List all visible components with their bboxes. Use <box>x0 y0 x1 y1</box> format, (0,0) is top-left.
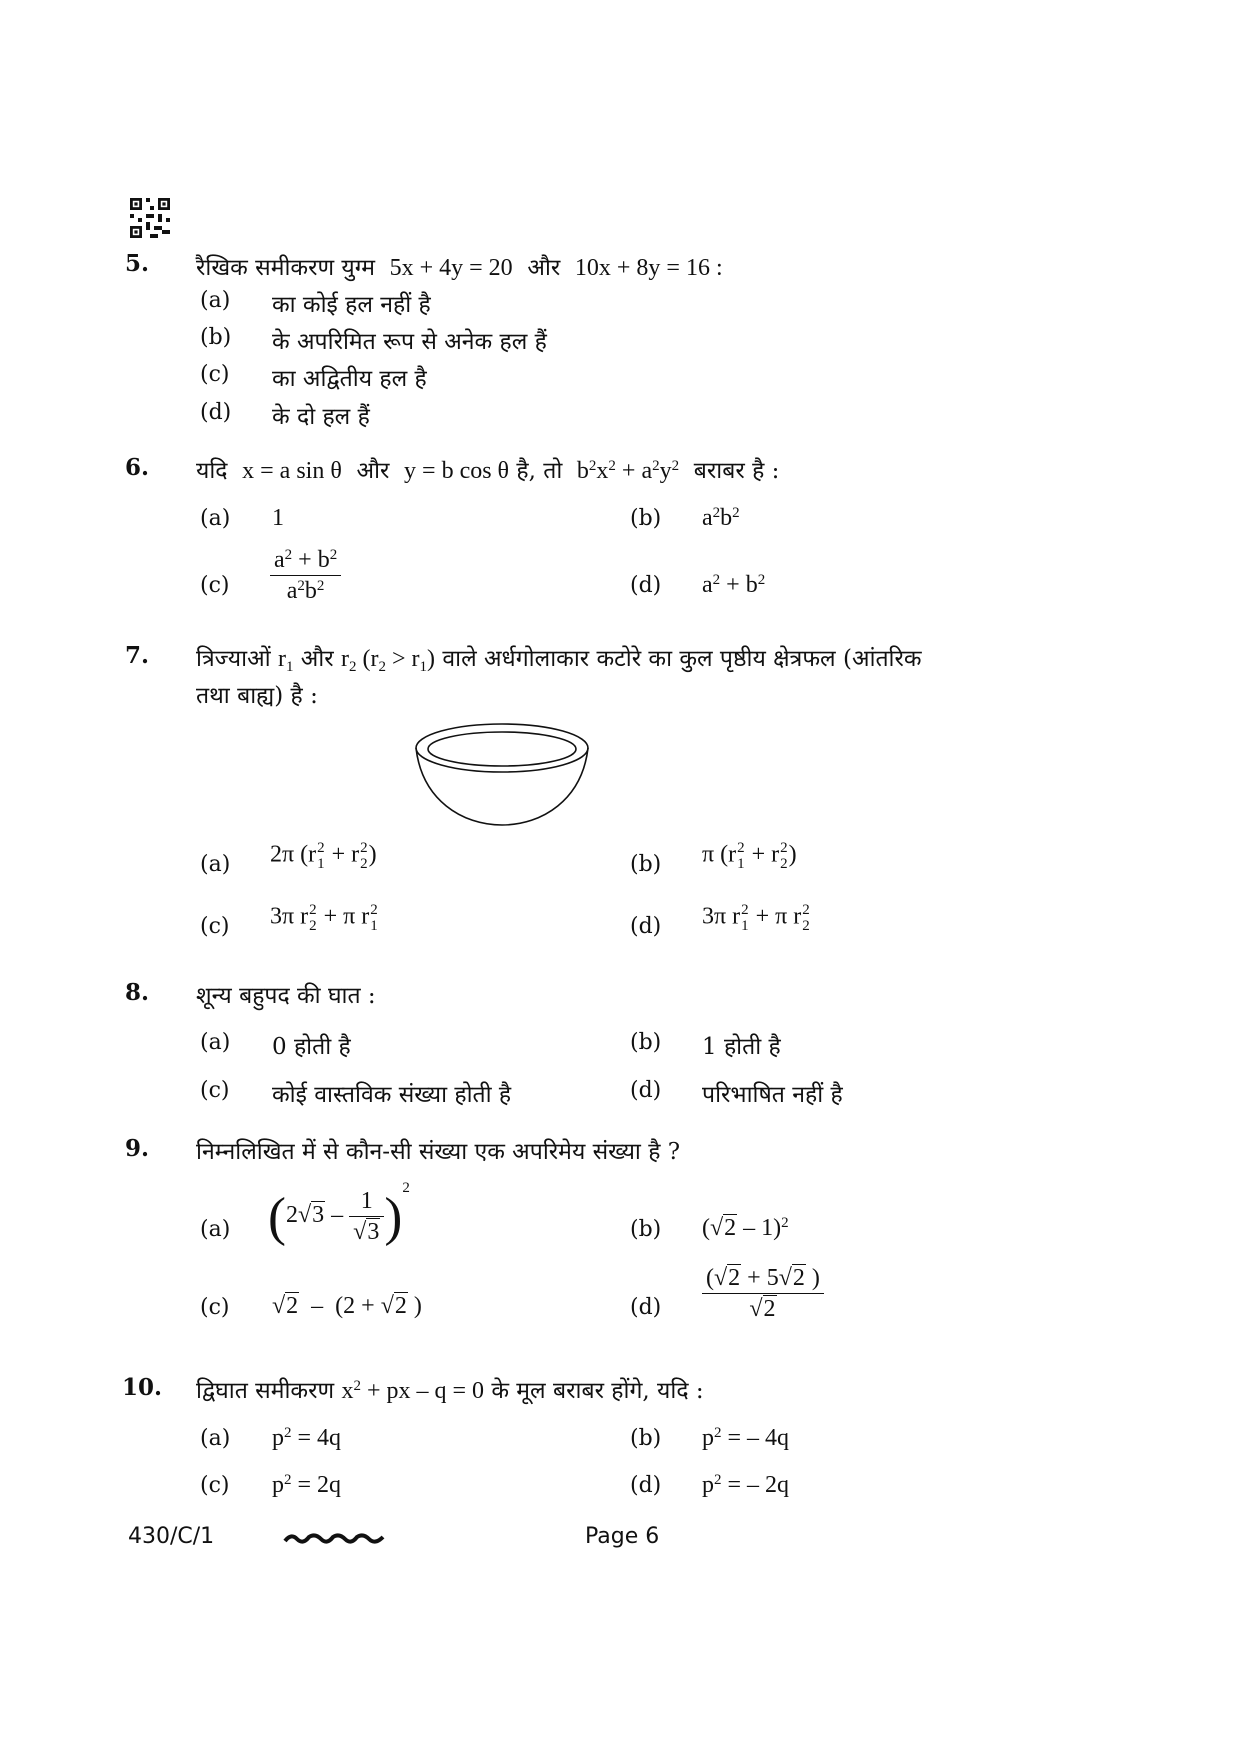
option-text: कोई वास्तविक संख्या होती है <box>272 1082 512 1108</box>
page-number: Page 6 <box>585 1524 660 1549</box>
option-text: $a^2b^2$ <box>702 505 740 531</box>
option-label: (a) <box>200 506 231 531</box>
option-text: $p^2$ = – 4q <box>702 1425 790 1451</box>
option-text: के अपरिमित रूप से अनेक हल हैं <box>272 329 547 355</box>
question-number: 5. <box>125 250 150 277</box>
option-text: (2√3 – $\frac{1}{√3}$ )$^2$ <box>268 1180 410 1247</box>
option-text: π (r 2 1 + r 2 2 ) <box>702 840 797 872</box>
option-text: 0 होती है <box>272 1034 351 1060</box>
option-label: (c) <box>200 1295 230 1320</box>
option-text: 3π r 2 1 + π r 2 2 <box>702 902 810 934</box>
option-text: (√2 – 1)$^2$ <box>702 1215 789 1241</box>
question-text: त्रिज्याओं $r_1$ और $r_2$ $(r_2 > r_1)$ वाले अर्धगोलाकार कटोरे का कुल पृष्ठीय क्षेत्रफल (आंतरिक <box>196 646 922 675</box>
question-number: 8. <box>125 979 150 1006</box>
question-number: 6. <box>125 454 150 481</box>
option-label: (d) <box>630 914 662 939</box>
option-text: परिभाषित नहीं है <box>702 1082 843 1108</box>
option-label: (b) <box>630 1217 662 1242</box>
question-number: 10. <box>122 1374 163 1401</box>
option-label: (d) <box>630 1295 662 1320</box>
option-label: (c) <box>200 573 230 598</box>
option-text: का कोई हल नहीं है <box>272 292 431 318</box>
option-label: (b) <box>200 325 232 350</box>
option-label: (c) <box>200 1473 230 1498</box>
option-text: 2π (r 2 1 + r 2 2 ) <box>270 840 377 872</box>
option-label: (b) <box>630 506 662 531</box>
option-label: (d) <box>630 1473 662 1498</box>
option-text: 1 <box>272 505 284 531</box>
option-label: (a) <box>200 1217 231 1242</box>
question-text: रैखिक समीकरण युग्म 5x + 4y = 20 और 10x + 8y = 16 : <box>196 255 723 281</box>
option-label: (c) <box>200 1078 230 1103</box>
paper-code: 430/C/1 <box>128 1524 215 1549</box>
qr-code-icon <box>130 198 170 238</box>
option-label: (a) <box>200 852 231 877</box>
option-label: (b) <box>630 1426 662 1451</box>
option-text: $\frac{a^2 + b^2}{a^2b^2}$ <box>270 545 341 606</box>
option-text: $p^2 = 4q$ <box>272 1425 342 1451</box>
option-label: (d) <box>200 400 232 425</box>
option-text: $p^2 = 2q$ <box>272 1472 342 1498</box>
option-text: के दो हल हैं <box>272 404 370 430</box>
option-text: $a^2 + b^2$ <box>702 572 766 598</box>
option-text: $\frac{(√2 + 5√2 )}{√2}$ <box>702 1263 824 1324</box>
option-text: का अद्वितीय हल है <box>272 366 427 392</box>
question-text: द्विघात समीकरण $x^2$ + px – q = 0 के मूल बराबर होंगे, यदि : <box>196 1378 704 1404</box>
option-label: (c) <box>200 914 230 939</box>
option-label: (a) <box>200 1426 231 1451</box>
question-text: तथा बाह्य) है : <box>196 683 318 709</box>
option-label: (d) <box>630 573 662 598</box>
option-label: (d) <box>630 1078 662 1103</box>
question-text: यदि x = a sin θ और y = b cos θ है, तो $b^2x^2 + a^2y^2$ बराबर है : <box>196 458 780 484</box>
option-text: $p^2$ = – 2q <box>702 1472 790 1498</box>
question-text: शून्य बहुपद की घात : <box>196 983 376 1009</box>
question-number: 7. <box>125 642 150 669</box>
wave-divider-icon <box>283 1531 387 1547</box>
option-label: (a) <box>200 1030 231 1055</box>
option-label: (a) <box>200 288 231 313</box>
option-text: 1 होती है <box>702 1034 781 1060</box>
option-label: (b) <box>630 1030 662 1055</box>
question-number: 9. <box>125 1135 150 1162</box>
question-text: निम्नलिखित में से कौन-सी संख्या एक अपरिमेय संख्या है ? <box>196 1139 681 1165</box>
option-label: (c) <box>200 362 230 387</box>
hemispherical-bowl-figure <box>412 720 592 830</box>
option-text: √2 – (2 + √2 ) <box>272 1293 422 1319</box>
option-text: 3π r 2 2 + π r 2 1 <box>270 902 378 934</box>
option-label: (b) <box>630 852 662 877</box>
